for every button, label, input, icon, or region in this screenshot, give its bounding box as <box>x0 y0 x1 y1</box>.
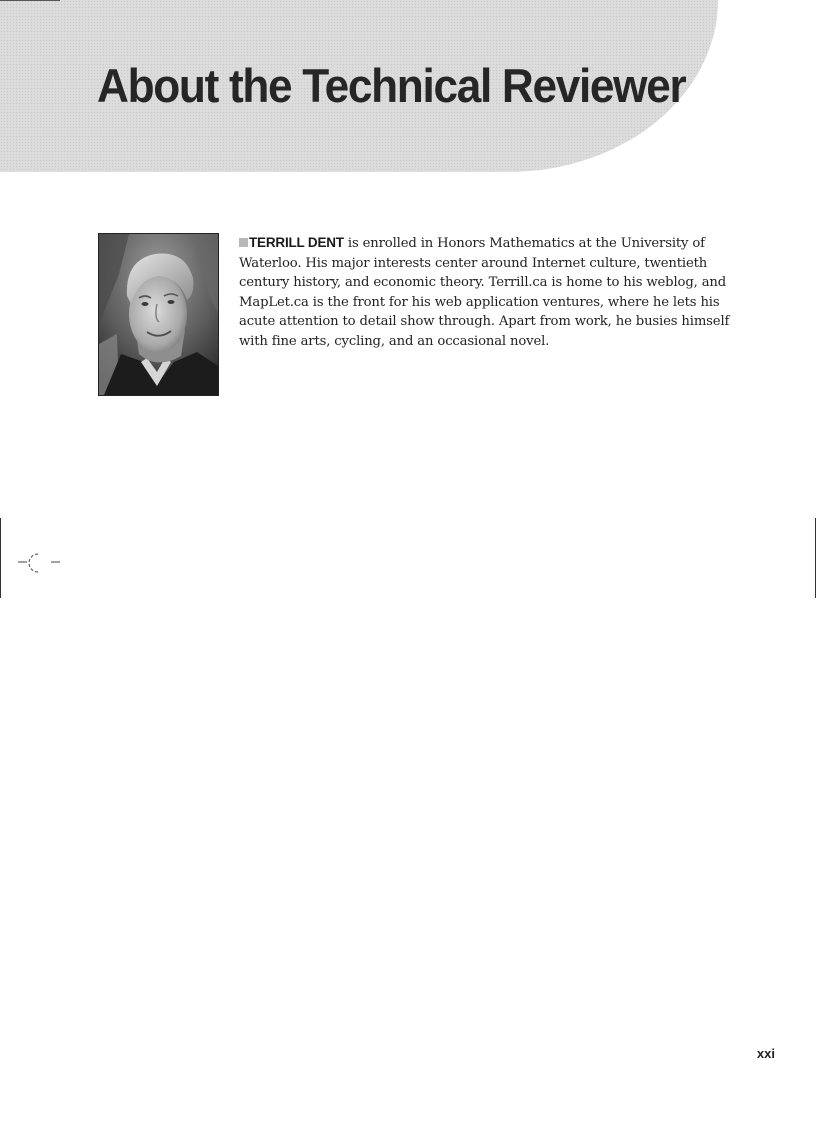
bullet-marker-icon <box>239 238 248 247</box>
reviewer-photo <box>98 233 219 396</box>
crop-mark-icon <box>18 552 62 576</box>
reviewer-bio <box>239 233 744 351</box>
reviewer-bio-text: is enrolled in Honors Mathematics at the University of Waterloo. His major interests center around Internet culture, twentieth century history, and economic theory. Terrill.ca is home to his weblog, and MapLet.ca is the front for his web application ventures, where he lets his acute attention to detail show through. Apart from work, he busies himself with fine arts, cycling, and an occasional novel. <box>239 236 730 349</box>
left-margin-line <box>0 518 1 598</box>
reviewer-name: TERRILL DENT <box>249 235 344 250</box>
page-number: xxi <box>756 1046 775 1061</box>
top-rule <box>0 0 60 1</box>
chapter-title: About the Technical Reviewer <box>97 59 686 112</box>
